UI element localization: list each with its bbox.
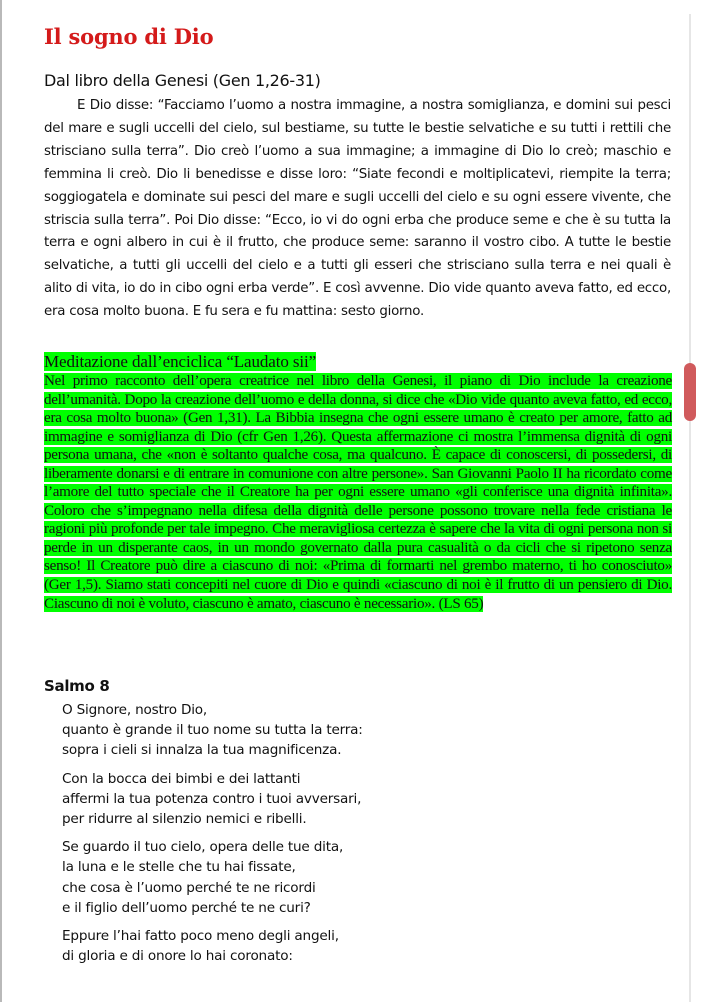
psalm-line: che cosa è l’uomo perché te ne ricordi	[62, 879, 316, 896]
psalm-line: di gloria e di onore lo hai coronato:	[62, 948, 293, 965]
psalm-text	[62, 700, 363, 974]
psalm-title: Salmo 8	[44, 677, 110, 695]
document-title: Il sogno di Dio	[44, 24, 214, 49]
psalm-line: e il figlio dell’uomo perché te ne curi?	[62, 899, 311, 916]
meditation-text: Nel primo racconto dell’opera creatrice nel libro della Genesi, il piano di Dio include la creazione dell’umanità. Dopo la creazione dell’uomo e della donna, si dice che «Dio vide quanto aveva fatto, ed ecco, era cosa molto buona» (Gen 1,31). La Bibbia insegna che ogni essere umano è creato per amore, fatto ad immagine e somiglianza di Dio (cfr Gen 1,26). Questa affermazione ci mostra l’immensa dignità di ogni persona umana, che «non è soltanto qualche cosa, ma qualcuno. È capace di conoscersi, di possedersi, di liberamente donarsi e di entrare in comunione con altre persone». San Giovanni Paolo II ha ricordato come l’amore del tutto speciale che il Creatore ha per ogni essere umano «gli conferisce una dignità infinita». Coloro che s’impegnano nella difesa della dignità delle persone possono trovare nella fede cristiana le ragioni più profonde per tale impegno. Che meravigliosa certezza è sapere che la vita di ogni persona non si perde in un disperante caos, in un mondo governato dalla pura casualità o da cicli che si ripetono senza senso! Il Creatore può dire a ciascuno di noi: «Prima di formarti nel grembo materno, ti ho conosciuto» (Ger 1,5). Siamo stati concepiti nel cuore di Dio e quindi «ciascuno di noi è il frutto di un pensiero di Dio. Ciascuno di noi è voluto, ciascuno è amato, ciascuno è necessario». (LS 65)	[44, 373, 672, 612]
meditation-heading: Meditazione dall’enciclica “Laudato sii”	[44, 352, 317, 371]
psalm-stanza	[62, 926, 363, 966]
genesis-reading-heading: Dal libro della Genesi (Gen 1,26-31)	[44, 71, 321, 90]
viewer-left-border	[0, 0, 2, 1002]
psalm-line: sopra i cieli si innalza la tua magnificenza.	[62, 742, 342, 759]
psalm-stanza	[62, 700, 363, 761]
psalm-line: per ridurre al silenzio nemici e ribelli.	[62, 811, 307, 828]
psalm-line: Eppure l’hai fatto poco meno degli angeli,	[62, 928, 339, 945]
psalm-stanza	[62, 837, 363, 918]
meditation-section	[44, 352, 672, 613]
psalm-line: affermi la tua potenza contro i tuoi avversari,	[62, 790, 362, 807]
genesis-reading-text: E Dio disse: “Facciamo l’uomo a nostra immagine, a nostra somiglianza, e domini sui pesci del mare e sugli uccelli del cielo, sul bestiame, su tutte le bestie selvatiche e su tutti i rettili che strisciano sulla terra”. Dio creò l’uomo a sua immagine; a immagine di Dio lo creò; maschio e femmina li creò. Dio li benedisse e disse loro: “Siate fecondi e moltiplicatevi, riempite la terra; soggiogatela e dominate sui pesci del mare e sugli uccelli del cielo e su ogni essere vivente, che striscia sulla terra”. Poi Dio disse: “Ecco, io vi do ogni erba che produce seme e che è su tutta la terra e ogni albero in cui è il frutto, che produce seme: saranno il vostro cibo. A tutte le bestie selvatiche, a tutti gli uccelli del cielo e a tutti gli esseri che strisciano sulla terra e nei quali è alito di vita, io do in cibo ogni erba verde”. E così avvenne. Dio vide quanto aveva fatto, ed ecco, era cosa molto buona. E fu sera e fu mattina: sesto giorno.	[44, 98, 671, 320]
scrollbar-track[interactable]	[689, 14, 691, 1002]
meditation-text-block	[44, 372, 672, 613]
psalm-line: O Signore, nostro Dio,	[62, 702, 208, 718]
scrollbar-thumb[interactable]	[684, 363, 696, 421]
psalm-line: Se guardo il tuo cielo, opera delle tue dita,	[62, 839, 344, 856]
psalm-line: Con la bocca dei bimbi e dei lattanti	[62, 770, 301, 787]
psalm-line: quanto è grande il tuo nome su tutta la terra:	[62, 722, 363, 739]
psalm-stanza	[62, 769, 363, 830]
psalm-line: la luna e le stelle che tu hai fissate,	[62, 859, 296, 876]
